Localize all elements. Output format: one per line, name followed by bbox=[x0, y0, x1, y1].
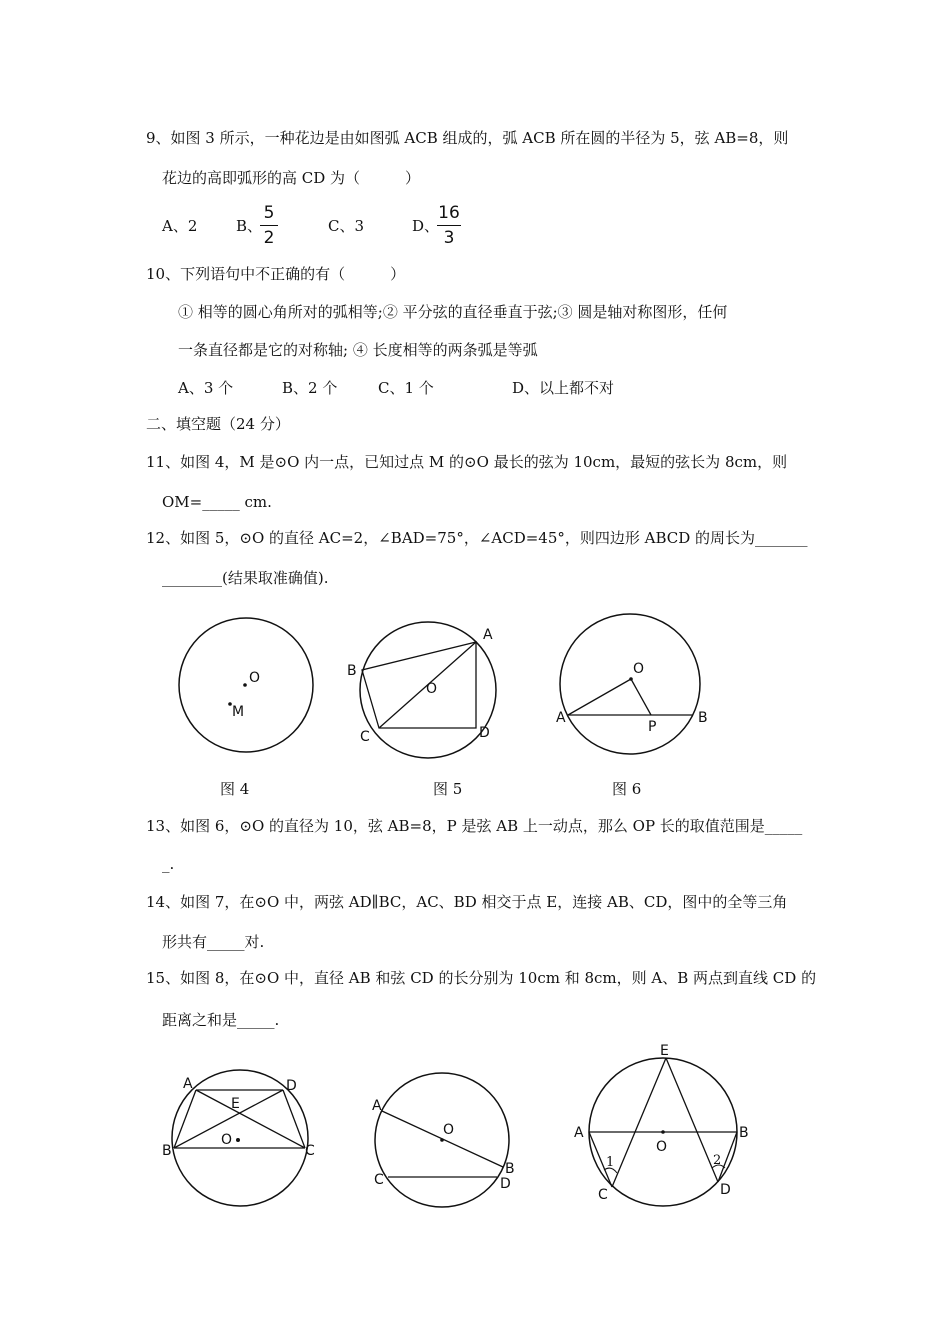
fig7-label-e: E bbox=[231, 1096, 240, 1112]
fig7-label-a: A bbox=[183, 1076, 193, 1092]
fraction-numerator: 5 bbox=[263, 203, 275, 223]
figure-8 bbox=[372, 1073, 515, 1207]
fig6-label-p: P bbox=[648, 719, 657, 735]
fig9-label-b: B bbox=[739, 1125, 749, 1141]
q10-option-d: D、以上都不对 bbox=[512, 379, 615, 397]
fig5-label-o: O bbox=[426, 681, 438, 697]
q14-line1: 14、如图 7，在⊙O 中，两弦 AD∥BC，AC、BD 相交于点 E，连接 AB、CD，图中的全等三角 bbox=[146, 893, 788, 911]
figure-7 bbox=[162, 1070, 315, 1206]
fig5-label-d: D bbox=[479, 725, 490, 741]
fig6-caption: 图 6 bbox=[612, 780, 642, 798]
fig4-label-m: M bbox=[232, 704, 245, 720]
fig7-label-d: D bbox=[286, 1078, 297, 1094]
q10-line2: ① 相等的圆心角所对的弧相等;② 平分弦的直径垂直于弦;③ 圆是轴对称图形，任何 bbox=[178, 303, 728, 321]
fig9-segment-ed bbox=[666, 1058, 718, 1182]
figure-9 bbox=[574, 1043, 749, 1206]
q10-option-c: C、1 个 bbox=[378, 379, 434, 397]
fig7-label-b: B bbox=[162, 1143, 172, 1159]
q15-line2: 距离之和是_____. bbox=[162, 1011, 280, 1029]
fig7-label-c: C bbox=[305, 1143, 315, 1159]
fig9-segment-ec bbox=[612, 1058, 666, 1187]
q13-line2: _. bbox=[162, 855, 175, 873]
fraction-denominator: 3 bbox=[443, 228, 455, 248]
fig5-label-c: C bbox=[360, 729, 370, 745]
fig7-center-dot bbox=[236, 1138, 240, 1142]
q9-option-b: B、 bbox=[236, 217, 263, 235]
q10-line3: 一条直径都是它的对称轴; ④ 长度相等的两条弧是等弧 bbox=[178, 341, 538, 359]
q9-line1: 9、如图 3 所示，一种花边是由如图弧 ACB 组成的，弧 ACB 所在圆的半径为 5，弦 AB=8，则 bbox=[146, 129, 789, 147]
fig7-segment-dc bbox=[283, 1090, 305, 1148]
fig9-label-d: D bbox=[720, 1182, 731, 1198]
q9-option-d: D、 bbox=[412, 217, 440, 235]
q12-line2: ________(结果取准确值). bbox=[162, 569, 329, 587]
fig9-label-c: C bbox=[598, 1187, 608, 1203]
fig6-label-a: A bbox=[556, 710, 566, 726]
fig5-label-b: B bbox=[347, 663, 357, 679]
fig5-label-a: A bbox=[483, 627, 493, 643]
fig5-caption: 图 5 bbox=[433, 780, 463, 798]
fig9-label-a: A bbox=[574, 1125, 584, 1141]
fig8-label-d: D bbox=[500, 1176, 511, 1192]
q13-line1: 13、如图 6，⊙O 的直径为 10，弦 AB=8，P 是弦 AB 上一动点，那么 OP 长的取值范围是_____ bbox=[146, 817, 803, 835]
fig6-label-b: B bbox=[698, 710, 708, 726]
fig8-label-c: C bbox=[374, 1172, 384, 1188]
fig8-center-dot bbox=[440, 1138, 444, 1142]
q9-option-a: A、2 bbox=[162, 217, 198, 235]
q10-option-a: A、3 个 bbox=[178, 379, 234, 397]
q15-line1: 15、如图 8，在⊙O 中，直径 AB 和弦 CD 的长分别为 10cm 和 8cm，则 A、B 两点到直线 CD 的 bbox=[146, 969, 817, 987]
fig6-label-o: O bbox=[633, 661, 645, 677]
fig4-label-o: O bbox=[249, 670, 261, 686]
section-heading: 二、填空题（24 分） bbox=[146, 415, 290, 433]
fig4-caption: 图 4 bbox=[220, 780, 250, 798]
q11-line1: 11、如图 4，M 是⊙O 内一点，已知过点 M 的⊙O 最长的弦为 10cm，最短的弦长为 8cm，则 bbox=[146, 453, 788, 471]
fig9-label-1: 1 bbox=[606, 1155, 615, 1170]
q10-option-b: B、2 个 bbox=[282, 379, 338, 397]
q9-option-c: C、3 bbox=[328, 217, 365, 235]
fig7-label-o: O bbox=[221, 1132, 233, 1148]
q9-line2: 花边的高即弧形的高 CD 为（ ） bbox=[162, 169, 421, 187]
fig8-label-b: B bbox=[505, 1161, 515, 1177]
fraction-denominator: 2 bbox=[263, 228, 275, 248]
q10-line1: 10、下列语句中不正确的有（ ） bbox=[146, 265, 406, 283]
fig8-label-a: A bbox=[372, 1098, 382, 1114]
fig9-center-dot bbox=[661, 1130, 665, 1134]
q11-line2: OM=_____ cm. bbox=[162, 493, 272, 511]
fig9-label-e: E bbox=[660, 1043, 669, 1059]
fig7-segment-ac bbox=[196, 1090, 305, 1148]
fig9-label-o: O bbox=[656, 1139, 668, 1155]
q14-line2: 形共有_____对. bbox=[162, 933, 265, 951]
fraction-numerator: 16 bbox=[438, 203, 460, 223]
fig8-label-o: O bbox=[443, 1122, 455, 1138]
q12-line1: 12、如图 5，⊙O 的直径 AC=2，∠BAD=75°，∠ACD=45°，则四边形 ABCD 的周长为_______ bbox=[146, 529, 808, 547]
fig9-label-2: 2 bbox=[713, 1153, 722, 1168]
